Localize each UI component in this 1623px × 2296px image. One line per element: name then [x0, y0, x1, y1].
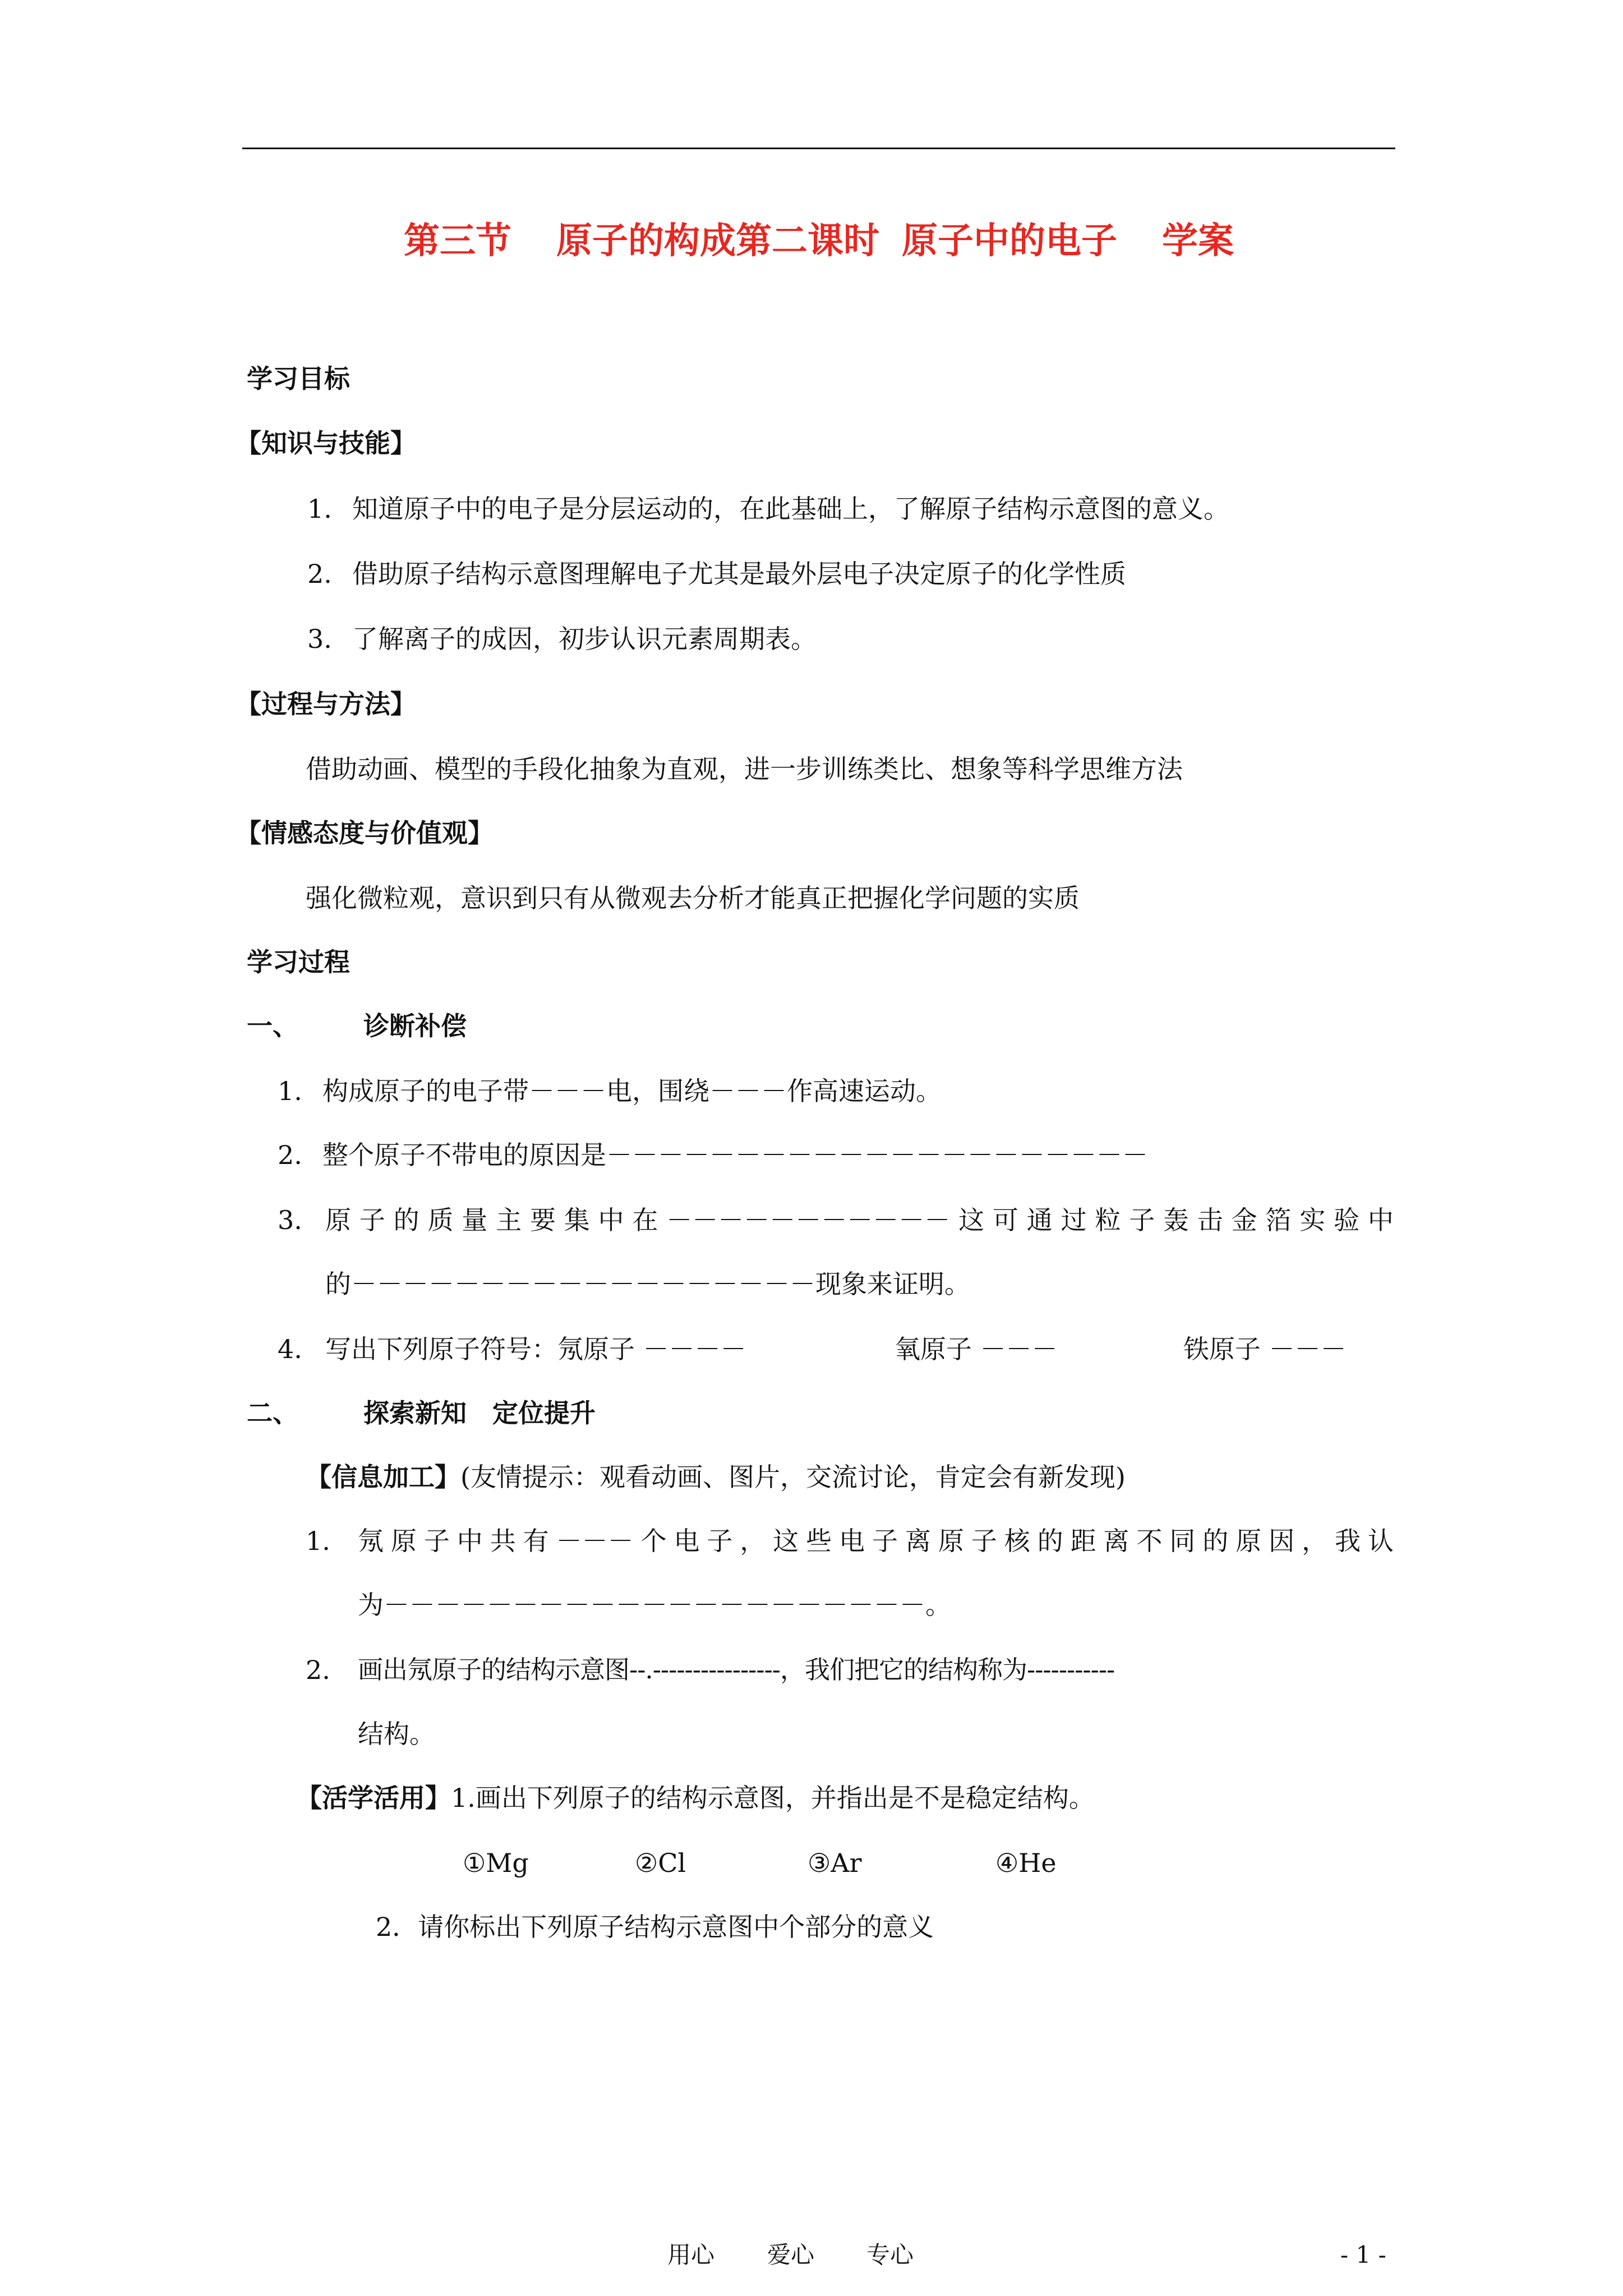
page-title	[242, 214, 1395, 268]
diagnose-item-3-line1: 原子的质量主要集中在－－－－－－－－－－－这可通过粒子轰击金箔实验中	[325, 1205, 1394, 1235]
atom-mg: ①Mg	[463, 1848, 529, 1878]
info-hint: (友情提示：观看动画、图片，交流讨论，肯定会有新发现)	[460, 1462, 1126, 1492]
explore-item-2-line2: 结构。	[358, 1719, 435, 1749]
knowledge-item-2: 2. 借助原子结构示意图理解电子尤其是最外层电子决定原子的化学性质	[307, 559, 1126, 589]
part1-title: 诊断补偿	[363, 1011, 467, 1041]
part2-title: 探索新知 定位提升	[363, 1398, 596, 1428]
diagnose-item-4-neon: 写出下列原子符号：氖原子 －－－－	[325, 1334, 746, 1364]
title-topic: 原子的构成第二课时	[556, 220, 879, 262]
header-rule	[242, 148, 1395, 149]
title-section: 第三节	[404, 220, 511, 262]
atom-he: ④He	[995, 1848, 1057, 1878]
practice-label: 【活学活用】	[296, 1783, 451, 1813]
atom-cl: ②Cl	[635, 1848, 686, 1878]
diagnose-item-4-iron: 铁原子 －－－	[1183, 1334, 1347, 1364]
part1-number: 一、	[247, 1011, 298, 1041]
diagnose-item-4-number: 4.	[278, 1334, 302, 1364]
practice-item-1: 【活学活用】1.画出下列原子的结构示意图，并指出是不是稳定结构。	[296, 1783, 1095, 1813]
diagnose-item-3-number: 3.	[278, 1205, 302, 1235]
explore-item-2-line1: 画出氖原子的结构示意图--.----------------，我们把它的结构称为-----------	[358, 1655, 1115, 1685]
knowledge-item-3: 3. 了解离子的成因，初步认识元素周期表。	[307, 624, 817, 654]
emotion-heading: 【情感态度与价值观】	[236, 818, 494, 848]
diagnose-item-3-line2: 的－－－－－－－－－－－－－－－－－－现象来证明。	[325, 1269, 970, 1299]
info-label: 【信息加工】	[306, 1462, 460, 1492]
footer-motto-2: 爱心	[767, 2241, 815, 2269]
part2-number: 二、	[247, 1398, 298, 1428]
diagnose-item-1: 1. 构成原子的电子带－－－电，围绕－－－作高速运动。	[278, 1076, 942, 1106]
footer-motto-3: 专心	[866, 2241, 914, 2269]
footer-motto-1: 用心	[667, 2241, 715, 2269]
emotion-text: 强化微粒观，意识到只有从微观去分析才能真正把握化学问题的实质	[306, 883, 1080, 913]
diagnose-item-4-oxygen: 氧原子 －－－	[895, 1334, 1058, 1364]
explore-item-2-number: 2.	[306, 1655, 330, 1685]
knowledge-heading: 【知识与技能】	[236, 428, 416, 458]
info-processing	[306, 1457, 1126, 1497]
process-method-text: 借助动画、模型的手段化抽象为直观，进一步训练类比、想象等科学思维方法	[306, 754, 1183, 784]
atom-ar: ③Ar	[808, 1848, 862, 1878]
page-number: - 1 -	[1340, 2241, 1386, 2269]
title-suffix: 学案	[1162, 220, 1234, 262]
knowledge-item-1: 1. 知道原子中的电子是分层运动的，在此基础上，了解原子结构示意图的意义。	[307, 494, 1229, 524]
explore-item-1-line2: 为－－－－－－－－－－－－－－－－－－－－－。	[358, 1590, 951, 1620]
title-subtopic: 原子中的电子	[902, 220, 1117, 262]
diagnose-item-2: 2. 整个原子不带电的原因是－－－－－－－－－－－－－－－－－－－－－	[278, 1140, 1148, 1170]
explore-item-1-line1: 氖原子中共有－－－个电子，这些电子离原子核的距离不同的原因，我认	[358, 1526, 1394, 1556]
explore-item-1-number: 1.	[306, 1526, 330, 1556]
practice-item-2: 2．请你标出下列原子结构示意图中个部分的意义	[376, 1912, 934, 1942]
process-heading: 学习过程	[247, 947, 350, 977]
objectives-heading: 学习目标	[247, 364, 350, 394]
process-method-heading: 【过程与方法】	[236, 689, 416, 719]
